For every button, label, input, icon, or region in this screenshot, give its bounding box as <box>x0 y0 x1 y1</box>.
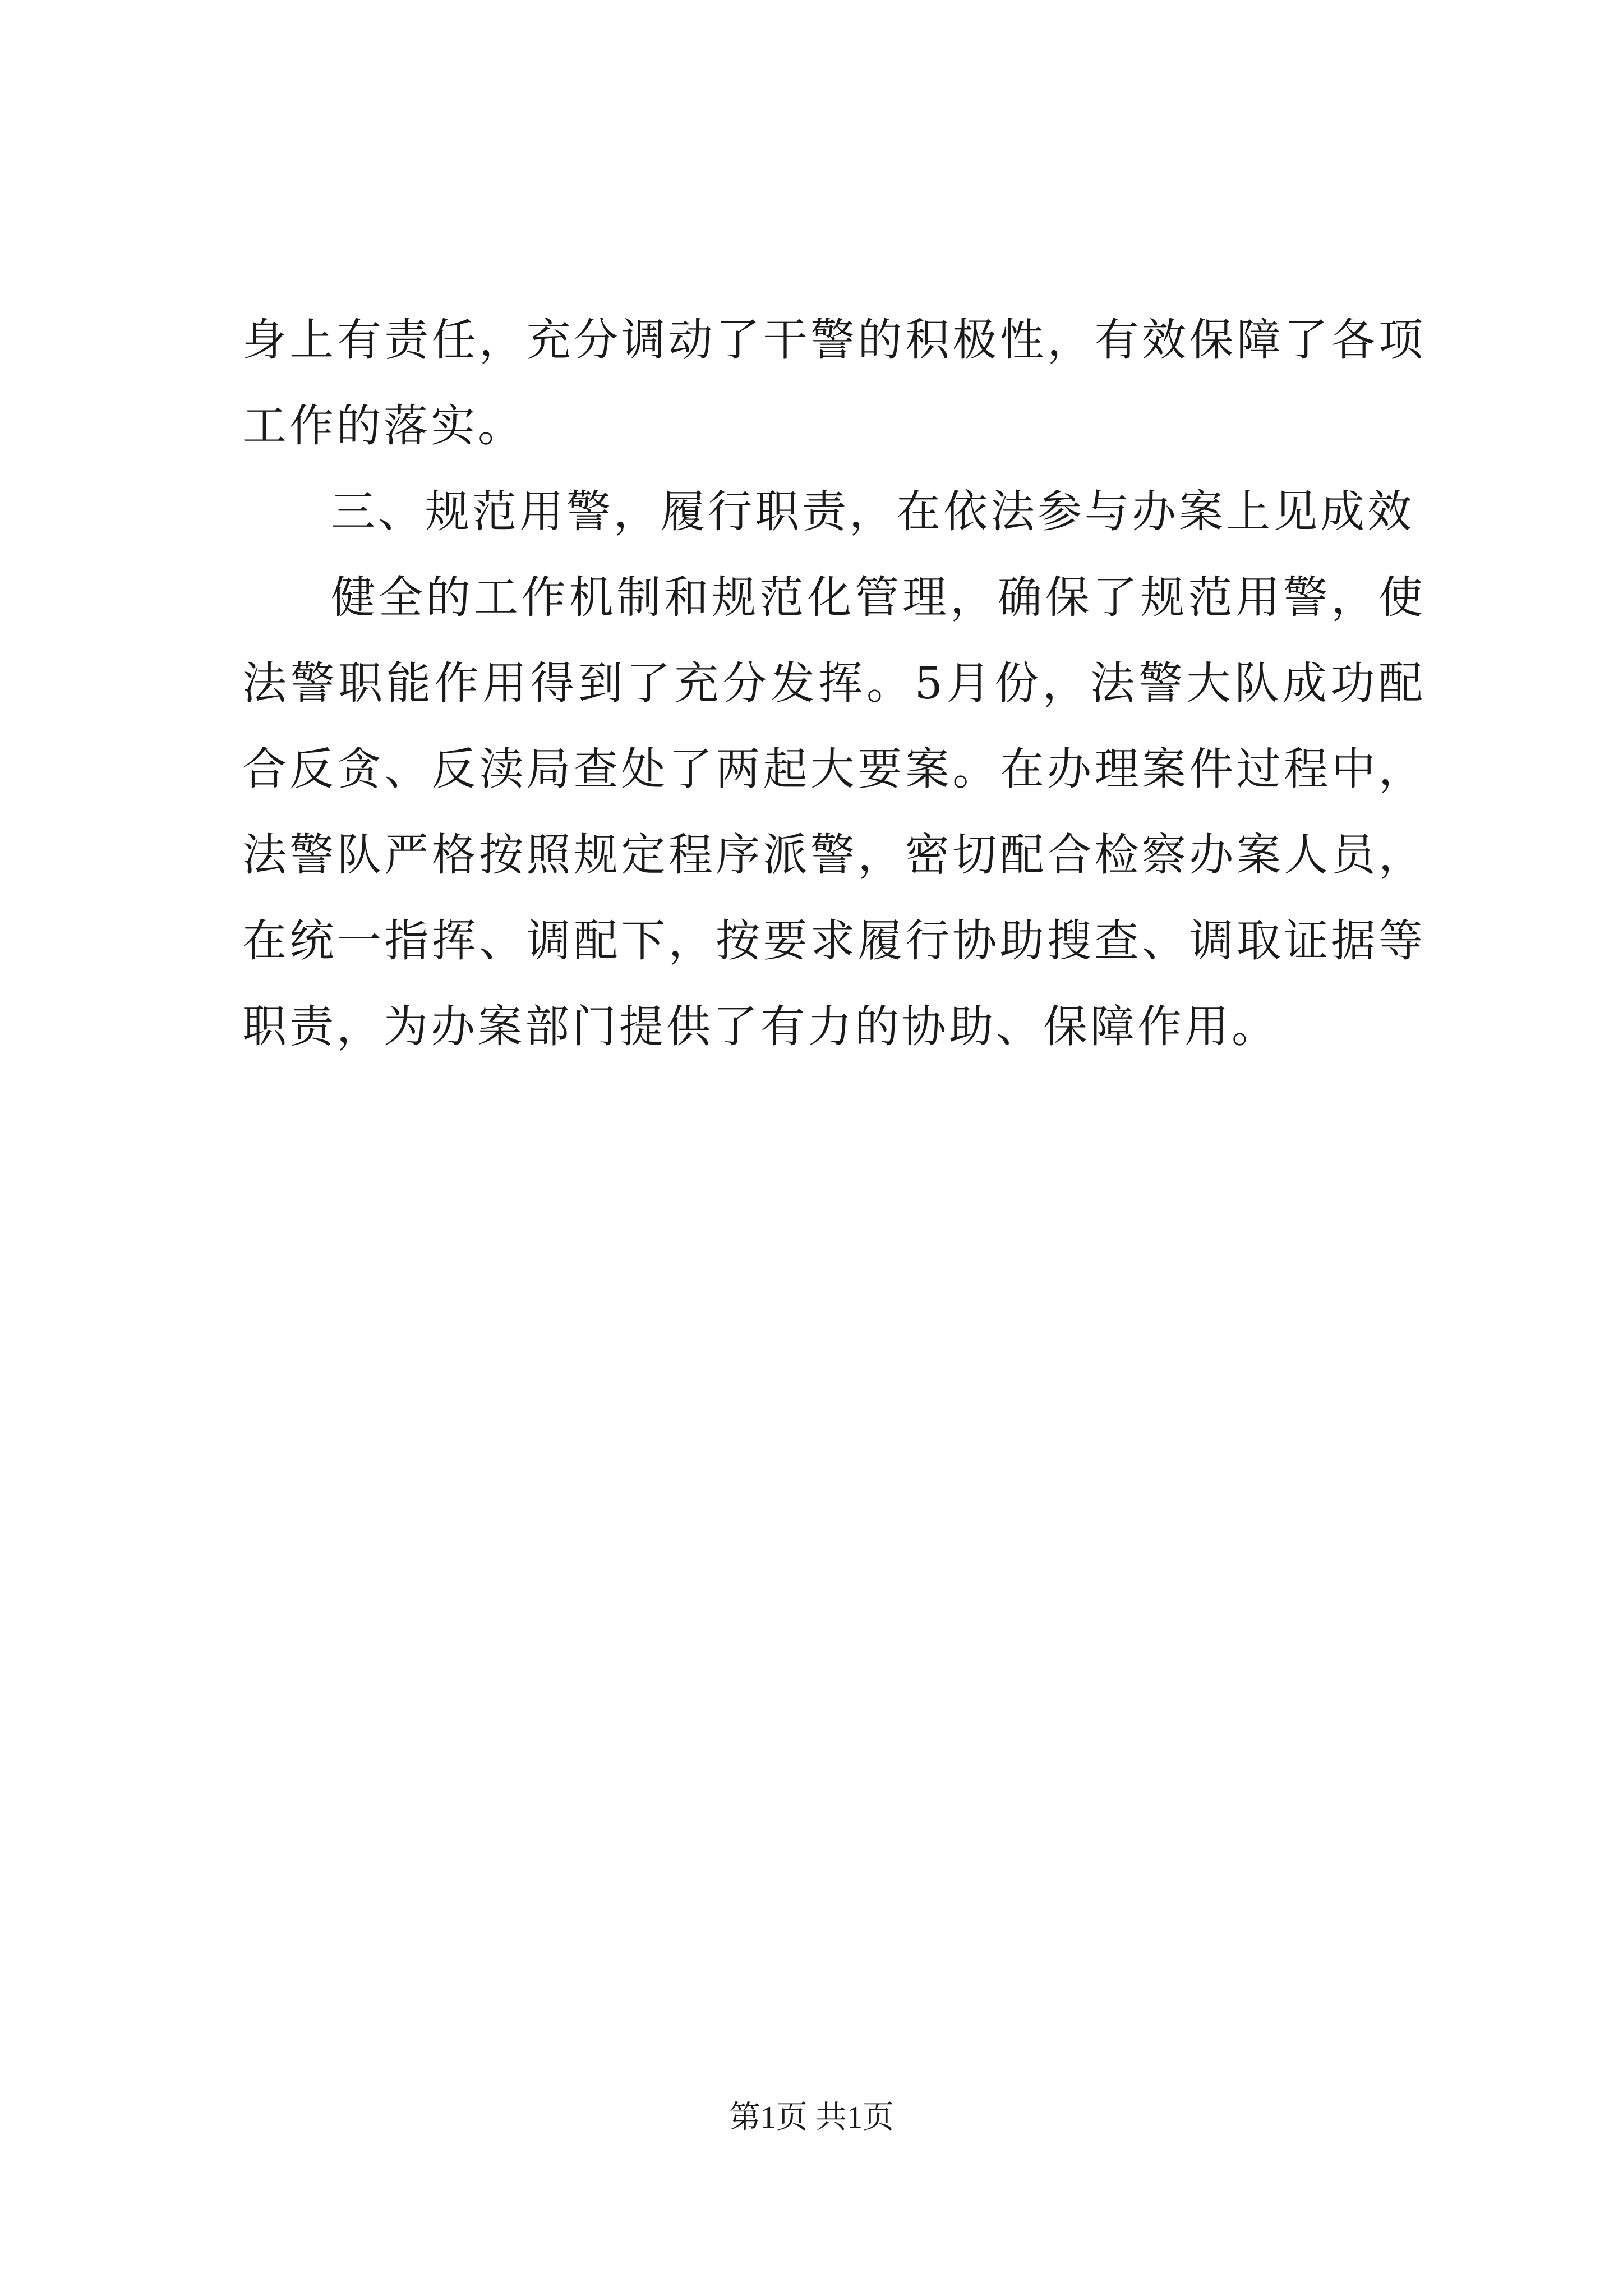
section-heading: 三、规范用警，履行职责，在依法参与办案上见成效 <box>331 486 1414 537</box>
paragraph-body: 健全的工作机制和规范化管理，确保了规范用警，使法警职能作用得到了充分发挥。5月份，法警大队成功配合反贪、反渎局查处了两起大要案。在办理案件过程中，法警队严格按照规定程序派警，密切配合检察办案人员，在统一指挥、调配下，按要求履行协助搜查、调取证据等职责，为办案部门提供了有力的协助、保障作用。 <box>242 572 1426 1052</box>
document-body <box>242 297 1426 1070</box>
page-footer: 第1页 共1页 <box>729 2100 894 2135</box>
paragraph-continuation: 身上有责任，充分调动了干警的积极性，有效保障了各项工作的落实。 <box>242 314 1426 452</box>
